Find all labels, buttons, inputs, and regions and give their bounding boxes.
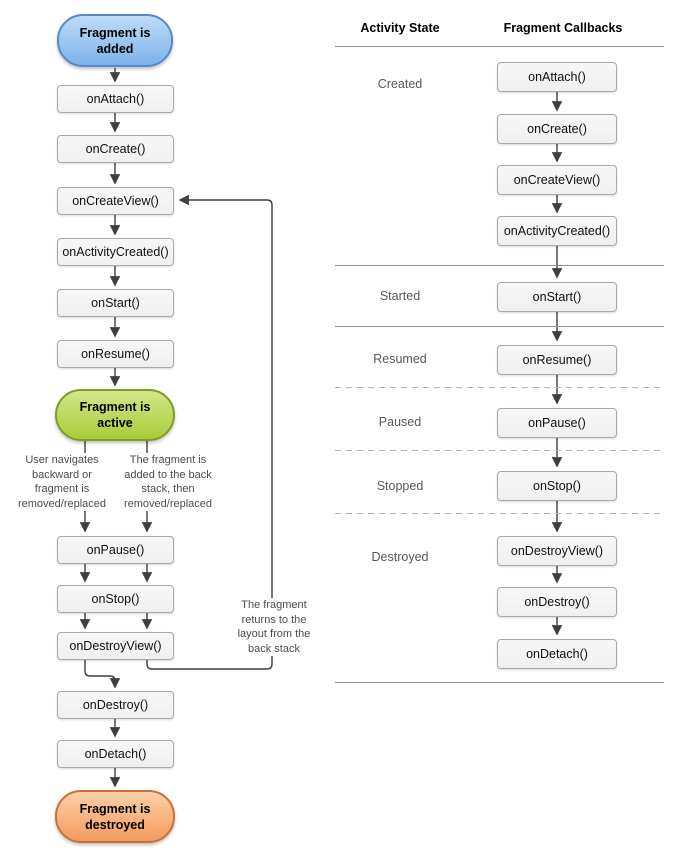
state-resumed: Resumed xyxy=(373,352,427,366)
rule-stopped-destroyed xyxy=(335,513,664,514)
terminal-fragment-active: Fragment is active xyxy=(55,389,175,441)
terminal-fragment-added: Fragment is added xyxy=(57,14,173,67)
callback-onstop: onStop() xyxy=(497,471,617,501)
rule-created-started xyxy=(335,265,664,266)
callback-oncreate: onCreate() xyxy=(497,114,617,144)
callback-onpause: onPause() xyxy=(497,408,617,438)
node-ondetach: onDetach() xyxy=(57,740,174,768)
node-oncreateview: onCreateView() xyxy=(57,187,174,215)
node-onattach: onAttach() xyxy=(57,85,174,113)
callback-onstart: onStart() xyxy=(497,282,617,312)
state-created: Created xyxy=(377,77,423,91)
state-started: Started xyxy=(379,289,421,303)
state-stopped: Stopped xyxy=(376,479,424,493)
callback-onresume: onResume() xyxy=(497,345,617,375)
node-onstart: onStart() xyxy=(57,289,174,317)
terminal-fragment-destroyed: Fragment is destroyed xyxy=(55,790,175,843)
node-ondestroyview: onDestroyView() xyxy=(57,632,174,660)
node-ondestroy: onDestroy() xyxy=(57,691,174,719)
rule-resumed-paused xyxy=(335,387,664,388)
rule-header xyxy=(335,46,664,47)
rule-started-resumed xyxy=(335,326,664,327)
node-onactivitycreated: onActivityCreated() xyxy=(57,238,174,266)
rule-paused-stopped xyxy=(335,450,664,451)
column-header-activity-state: Activity State xyxy=(360,21,440,35)
callback-ondetach: onDetach() xyxy=(497,639,617,669)
annotation-returns-from-back-stack: The fragment returns to the layout from the back stack xyxy=(227,598,321,656)
callback-ondestroy: onDestroy() xyxy=(497,587,617,617)
node-onresume: onResume() xyxy=(57,340,174,368)
callback-onactivitycreated: onActivityCreated() xyxy=(497,216,617,246)
state-destroyed: Destroyed xyxy=(371,550,429,564)
callback-ondestroyview: onDestroyView() xyxy=(497,536,617,566)
callback-oncreateview: onCreateView() xyxy=(497,165,617,195)
annotation-added-to-back-stack: The fragment is added to the back stack, then removed/replaced xyxy=(116,453,220,511)
state-paused: Paused xyxy=(378,415,422,429)
callback-onattach: onAttach() xyxy=(497,62,617,92)
rule-bottom xyxy=(335,682,664,683)
node-onpause: onPause() xyxy=(57,536,174,564)
node-onstop: onStop() xyxy=(57,585,174,613)
node-oncreate: onCreate() xyxy=(57,135,174,163)
annotation-user-navigates-backward: User navigates backward or fragment is removed/replaced xyxy=(12,453,112,511)
column-header-fragment-callbacks: Fragment Callbacks xyxy=(503,21,623,35)
